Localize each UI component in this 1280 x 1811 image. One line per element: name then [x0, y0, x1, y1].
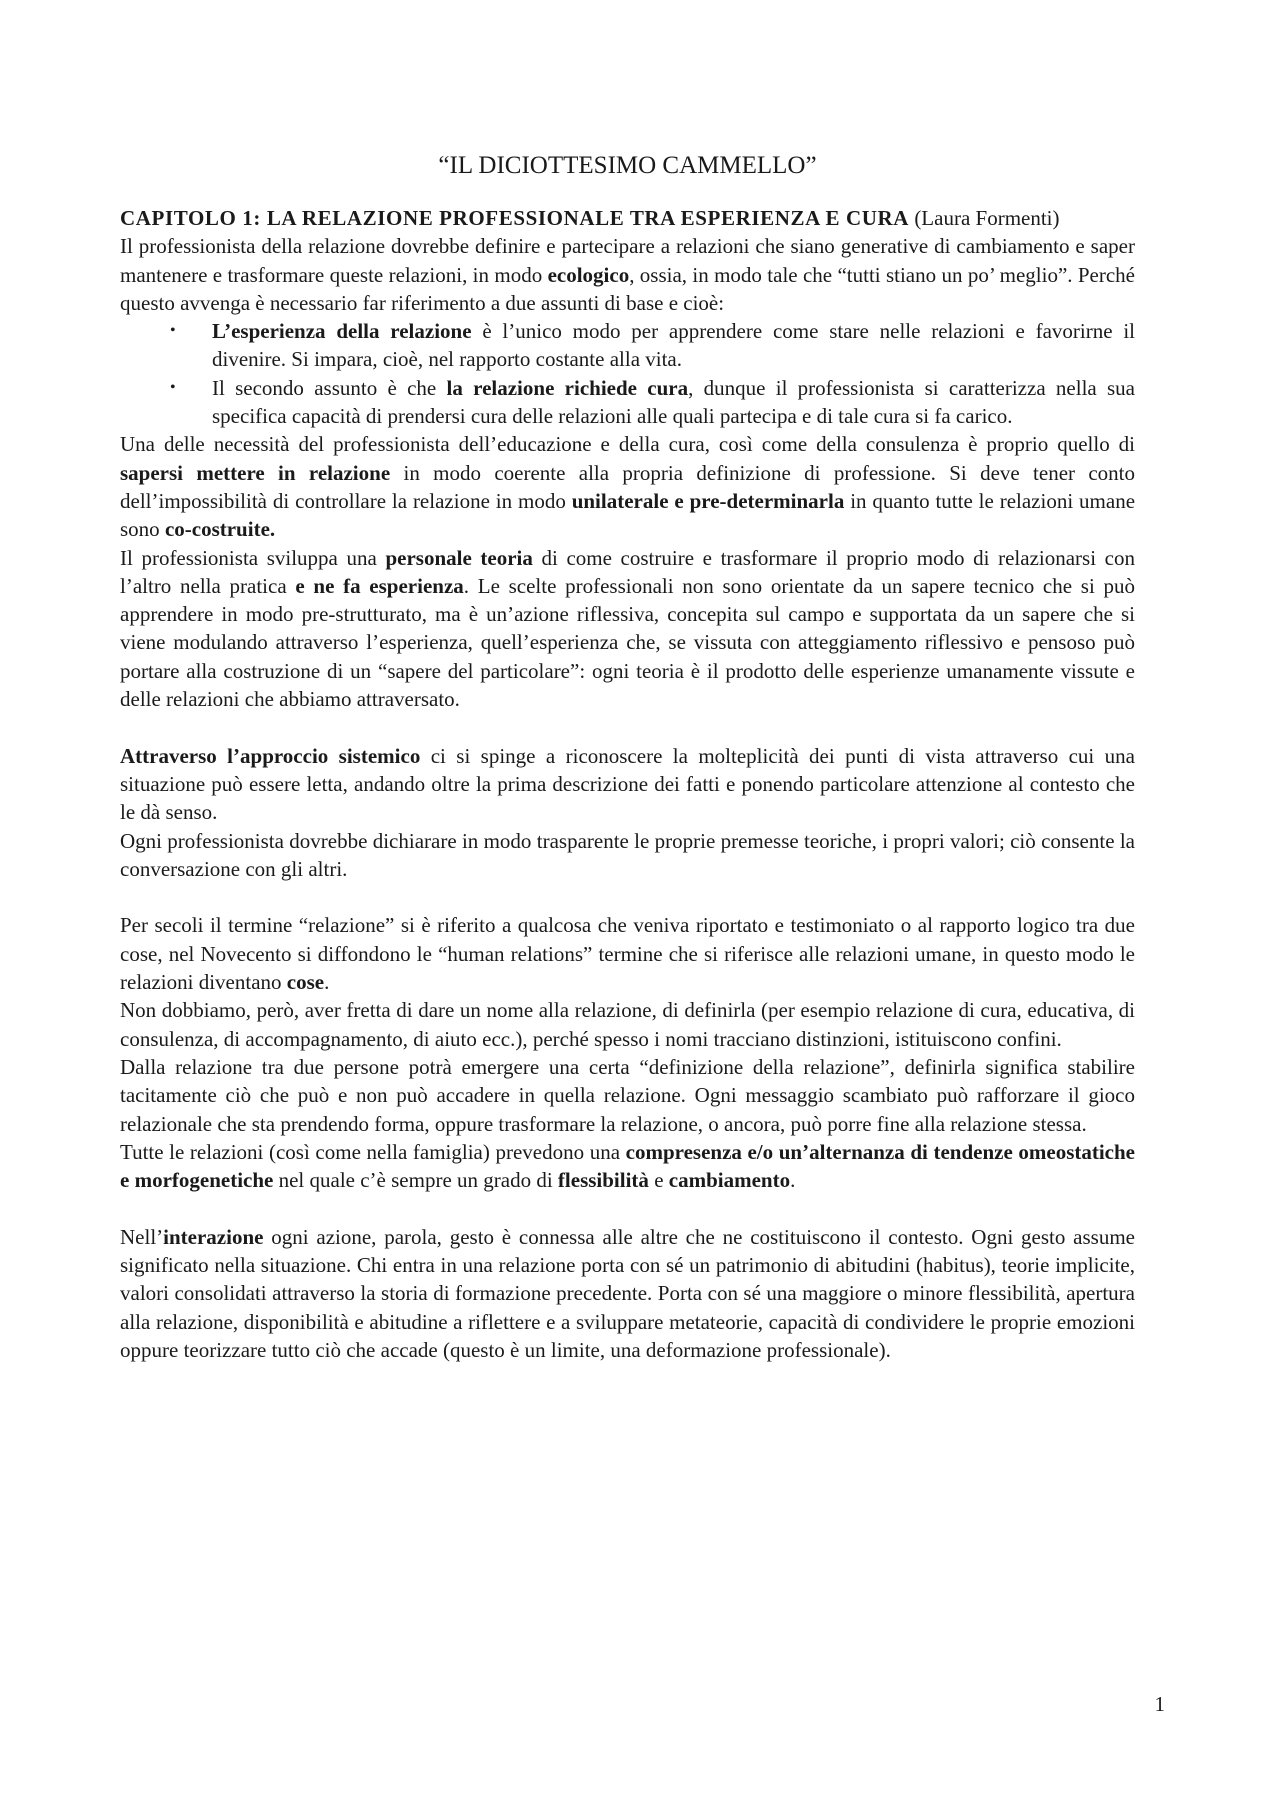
bold-run: L’esperienza della relazione — [212, 319, 472, 344]
paragraph-5: Ogni professionista dovrebbe dichiarare in modo trasparente le proprie premesse teoriche, i propri valori; ciò consente la conversazione con gli altri. — [120, 828, 1135, 881]
bold-run: interazione — [163, 1224, 264, 1249]
paragraph-2 — [120, 430, 1135, 543]
bullet-list — [120, 317, 1135, 430]
paragraph-8: Dalla relazione tra due persone potrà emergere una certa “definizione della relazione”, definirla significa stabilire tacitamente ciò che può e non può accadere in quella relazione. Ogni messaggio scambiato può rafforzare il gioco relazionale che sta prendendo forma, oppure trasformare la relazione, o ancora, può porre fine alla relazione stessa. — [120, 1054, 1135, 1136]
bold-run: Attraverso l’approccio sistemico — [120, 743, 421, 768]
bold-run: flessibilità — [557, 1168, 649, 1193]
bold-run: ecologico — [547, 262, 630, 287]
text-run: . Le scelte professionali non sono orientate da un sapere tecnico che si può apprendere in modo pre-strutturato, ma è un’azione riflessiva, concepita sul campo e supportata da un sapere che si viene modulando attraverso l’esperienza, quell’esperienza che, se vissuta con atteggiamento riflessivo e pensoso può portare alla costruzione di un “sapere del particolare”: ogni teoria è il prodotto delle esperienze umanamente vissute e delle relazioni che abbiamo attraversato. — [120, 573, 1135, 712]
text-run: Il professionista sviluppa una — [120, 545, 386, 570]
text-run: in modo coerente alla propria definizione di professione. Si deve tener conto dell’impossibilità di controllare la relazione in modo — [120, 460, 1135, 513]
paragraph-spacer — [120, 1194, 1135, 1222]
bullet-icon: • — [170, 378, 176, 396]
text-run: Una delle necessità del professionista dell’educazione e della cura, così come della consulenza è proprio quello di — [120, 432, 1135, 457]
page-content — [120, 150, 1135, 1364]
page-number: 1 — [1154, 1692, 1165, 1716]
text-run: Il professionista della relazione dovrebbe definire e partecipare a relazioni che siano generative di cambiamento e saper mantenere e trasformare queste relazioni, in modo — [120, 234, 1135, 287]
bold-run: personale teoria — [385, 545, 533, 570]
text-run: di come costruire e trasformare il proprio modo di relazionarsi con l’altro nella pratica — [120, 545, 1135, 598]
paragraph-7: Non dobbiamo, però, aver fretta di dare un nome alla relazione, di definirla (per esempio relazione di cura, educativa, di consulenza, di accompagnamento, di aiuto ecc.), perché spesso i nomi tracciano distinzioni, istituiscono confini. — [120, 998, 1135, 1051]
document-title: “IL DICIOTTESIMO CAMMELLO” — [438, 152, 817, 179]
chapter-heading — [120, 204, 1135, 232]
paragraph-4 — [120, 742, 1135, 827]
text-run: , dunque il professionista si caratterizza nella sua specifica capacità di prendersi cura delle relazioni alle quali partecipa e di tale cura si fa carico. — [212, 375, 1136, 429]
text-run: in quanto tutte le relazioni umane sono — [120, 488, 1136, 542]
list-item — [170, 374, 1136, 431]
paragraph-10 — [120, 1223, 1135, 1364]
chapter-title: CAPITOLO 1: LA RELAZIONE PROFESSIONALE TRA ESPERIENZA E CURA — [120, 206, 910, 230]
text-run: . — [790, 1168, 796, 1193]
text-run: Tutte le relazioni (così come nella famiglia) prevedono una — [120, 1139, 626, 1164]
text-run: , ossia, in modo tale che “tutti stiano un po’ meglio”. Perché questo avvenga è necessario far riferimento a due assunti di base e cioè: — [120, 262, 1136, 315]
bold-run: e ne fa esperienza — [295, 573, 464, 598]
bold-run: co-costruite. — [164, 517, 276, 542]
text-run: ogni azione, parola, gesto è connessa alle altre che ne costituiscono il contesto. Ogni gesto assume significato nella situazione. Chi entra in una relazione porta con sé un patrimonio di abitudini (habitus), teorie implicite, valori consolidati attraverso la storia di formazione precedente. Porta con sé una maggiore o minore flessibilità, apertura alla relazione, disponibilità e abitudine a riflettere e a sviluppare metateorie, capacità di condividere le proprie emozioni oppure teorizzare tutto ciò che accade (questo è un limite, una deformazione professionale). — [120, 1224, 1135, 1362]
text-run: Il secondo assunto è che — [212, 375, 447, 400]
text-run: e — [648, 1168, 669, 1193]
text-run: Nell’ — [120, 1224, 164, 1249]
bold-run: la relazione richiede cura — [446, 375, 689, 400]
bold-run: compresenza e/o un’alternanza di tendenze omeostatiche e morfogenetiche — [120, 1139, 1136, 1193]
paragraph-spacer — [120, 883, 1135, 911]
bold-run: cose — [286, 970, 325, 995]
bullet-icon: • — [170, 322, 176, 340]
list-item — [170, 317, 1135, 374]
bold-run: cambiamento — [668, 1168, 791, 1193]
chapter-author: (Laura Formenti) — [909, 206, 1060, 230]
paragraph-6 — [120, 911, 1135, 996]
text-run: . — [324, 970, 330, 995]
text-run: nel quale c’è sempre un grado di — [273, 1168, 558, 1193]
paragraph-1 — [120, 232, 1135, 317]
text-run: ci si spinge a riconoscere la molteplicità dei punti di vista attraverso cui una situazione può essere letta, andando oltre la prima descrizione dei fatti e ponendo particolare attenzione al contesto che le dà senso. — [120, 743, 1135, 825]
paragraph-3 — [120, 544, 1135, 714]
text-run: è l’unico modo per apprendere come stare nelle relazioni e favorirne il divenire. Si impara, cioè, nel rapporto costante alla vita. — [212, 319, 1135, 372]
paragraph-9 — [120, 1138, 1135, 1195]
bold-run: sapersi mettere in relazione — [120, 460, 391, 485]
paragraph-spacer — [120, 713, 1135, 741]
bold-run: unilaterale e pre-determinarla — [571, 488, 845, 513]
text-run: Per secoli il termine “relazione” si è riferito a qualcosa che veniva riportato e testimoniato o al rapporto logico tra due cose, nel Novecento si diffondono le “human relations” termine che si riferisce alle relazioni umane, in questo modo le relazioni diventano — [120, 913, 1135, 995]
